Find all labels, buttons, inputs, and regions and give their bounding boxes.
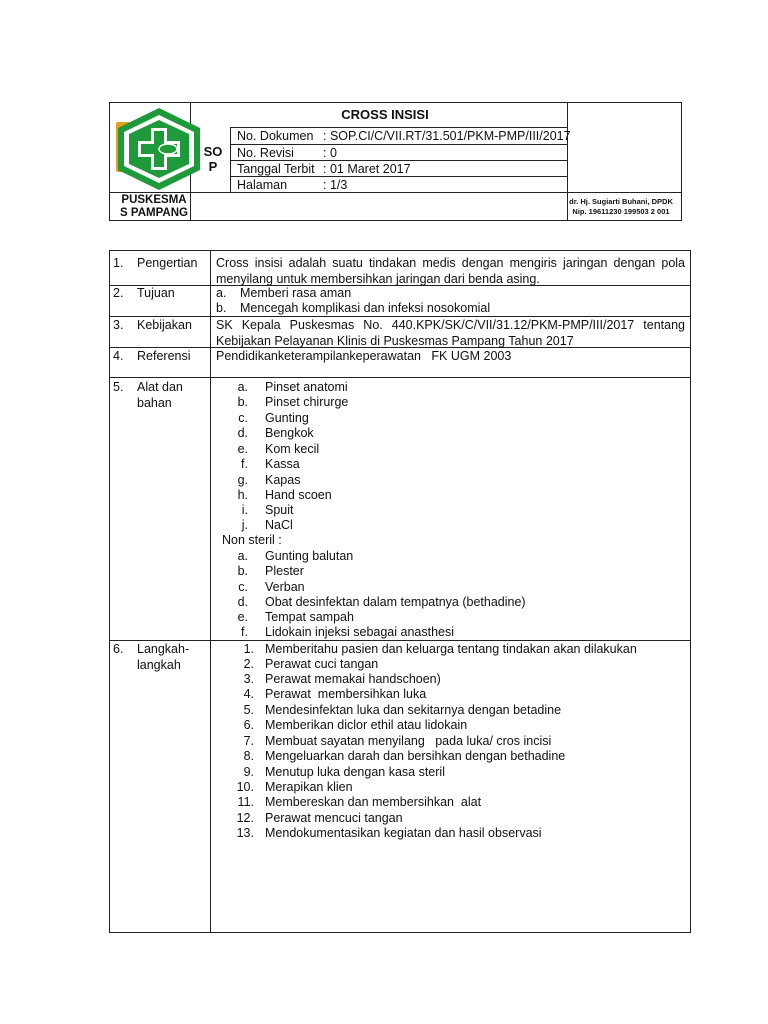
meta-label-doc: No. Dokumen <box>237 129 314 143</box>
table-row-divider <box>109 377 691 378</box>
alat-item: Pinset chirurge <box>265 395 349 409</box>
header-divider <box>109 192 682 193</box>
section-label-alat <box>137 380 207 411</box>
alat-item: Pinset anatomi <box>265 380 348 394</box>
section-label-pengertian: Pengertian <box>137 256 198 270</box>
section-number: 2. <box>113 286 124 300</box>
step-text: Memberikan diclor ethil atau lidokain <box>265 718 468 732</box>
tujuan-item: Memberi rasa aman <box>240 286 352 300</box>
table-row-divider <box>109 316 691 317</box>
meta-value-tanggal: : 01 Maret 2017 <box>323 162 411 176</box>
step-number: 6. <box>243 718 254 732</box>
list-marker: f. <box>241 457 248 471</box>
langkah-label-line2: langkah <box>137 657 181 672</box>
step-number: 3. <box>243 672 254 686</box>
pengertian-text: Cross insisi adalah suatu tindakan medis dengan mengiris jaringan dengan pola menyilang untuk membersihkan jaringan dari benda asing. <box>216 256 685 286</box>
step-text: Mendesinfektan luka dan sekitarnya dengan betadine <box>265 703 562 717</box>
tujuan-marker: a. <box>216 286 227 300</box>
section-number: 4. <box>113 349 124 363</box>
step-number: 5. <box>243 703 254 717</box>
list-marker: b. <box>237 564 248 578</box>
step-text: Mendokumentasikan kegiatan dan hasil observasi <box>265 826 542 840</box>
org-line2: S PAMPANG <box>120 207 188 219</box>
non-steril-item: Gunting balutan <box>265 549 354 563</box>
alat-label-line2: bahan <box>137 395 172 410</box>
signer-name: dr. Hj. Sugiarti Buhani, DPDK <box>569 197 673 206</box>
section-label-langkah <box>137 642 207 673</box>
step-number: 13. <box>236 826 254 840</box>
step-number: 1. <box>243 642 254 656</box>
non-steril-label: Non steril : <box>222 533 282 547</box>
meta-value-doc: : SOP.CI/C/VII.RT/31.501/PKM-PMP/III/2017 <box>323 129 571 143</box>
alat-label-line1: Alat dan <box>137 380 183 394</box>
referensi-text: Pendidikanketerampilankeperawatan FK UGM 2003 <box>216 349 512 363</box>
table-row-divider <box>109 640 691 641</box>
organization-name <box>114 194 194 220</box>
list-marker: i. <box>241 503 248 517</box>
step-text: Menutup luka dengan kasa steril <box>265 765 445 779</box>
list-marker: h. <box>237 488 248 502</box>
header-divider <box>230 176 567 177</box>
list-marker: e. <box>237 442 248 456</box>
list-marker: d. <box>237 426 248 440</box>
section-number: 5. <box>113 380 124 394</box>
signer-nip: Nip. 19611230 199503 2 001 <box>572 207 670 216</box>
header-divider <box>230 127 567 128</box>
list-marker: f. <box>241 625 248 639</box>
meta-value-halaman: : 1/3 <box>323 178 348 192</box>
step-number: 8. <box>243 749 254 763</box>
list-marker: d. <box>237 595 248 609</box>
step-text: Perawat cuci tangan <box>265 657 379 671</box>
alat-item: Kapas <box>265 473 301 487</box>
langkah-label-line1: Langkah- <box>137 642 190 656</box>
step-number: 9. <box>243 765 254 779</box>
section-label-referensi: Referensi <box>137 349 191 363</box>
step-number: 4. <box>243 687 254 701</box>
non-steril-item: Lidokain injeksi sebagai anasthesi <box>265 625 455 639</box>
list-marker: a. <box>237 380 248 394</box>
section-number: 3. <box>113 318 124 332</box>
step-text: Perawat mencuci tangan <box>265 811 403 825</box>
alat-item: NaCl <box>265 518 293 532</box>
alat-item: Gunting <box>265 411 309 425</box>
step-text: Merapikan klien <box>265 780 353 794</box>
step-number: 12. <box>236 811 254 825</box>
alat-item: Kom kecil <box>265 442 320 456</box>
meta-label-tanggal: Tanggal Terbit <box>237 162 315 176</box>
list-marker: a. <box>237 549 248 563</box>
list-marker: e. <box>237 610 248 624</box>
alat-item: Kassa <box>265 457 300 471</box>
document-title: CROSS INSISI <box>341 107 429 122</box>
step-text: Perawat membersihkan luka <box>265 687 427 701</box>
sop-label-line1: SO <box>203 144 223 159</box>
org-line1: PUSKESMA <box>121 194 187 206</box>
kebijakan-text: SK Kepala Puskesmas No. 440.KPK/SK/C/VII/31.12/PKM-PMP/III/2017 tentang Kebijakan Pelayanan Klinis di Puskesmas Pampang Tahun 2017 <box>216 318 685 348</box>
meta-label-halaman: Halaman <box>237 178 288 192</box>
step-text: Memberitahu pasien dan keluarga tentang tindakan akan dilakukan <box>265 642 637 656</box>
section-label-tujuan: Tujuan <box>137 286 175 300</box>
step-number: 2. <box>243 657 254 671</box>
non-steril-item: Plester <box>265 564 304 578</box>
alat-item: Hand scoen <box>265 488 332 502</box>
sop-label-line2: P <box>208 159 218 174</box>
alat-item: Spuit <box>265 503 294 517</box>
alat-item: Bengkok <box>265 426 314 440</box>
list-marker: c. <box>238 411 248 425</box>
step-number: 7. <box>243 734 254 748</box>
step-number: 10. <box>236 780 254 794</box>
tujuan-marker: b. <box>216 301 227 315</box>
non-steril-item: Tempat sampah <box>265 610 354 624</box>
section-number: 6. <box>113 642 124 656</box>
sop-label <box>199 144 227 174</box>
step-number: 11. <box>237 795 254 809</box>
list-marker: j. <box>241 518 248 532</box>
meta-label-revisi: No. Revisi <box>237 146 294 160</box>
step-text: Membereskan dan membersihkan alat <box>265 795 482 809</box>
header-divider <box>230 144 567 145</box>
signatory <box>560 197 682 217</box>
non-steril-item: Obat desinfektan dalam tempatnya (bethadine) <box>265 595 526 609</box>
list-marker: c. <box>238 580 248 594</box>
step-text: Mengeluarkan darah dan bersihkan dengan bethadine <box>265 749 566 763</box>
section-number: 1. <box>113 256 124 270</box>
meta-value-revisi: : 0 <box>323 146 337 160</box>
tujuan-item: Mencegah komplikasi dan infeksi nosokomial <box>240 301 491 315</box>
list-marker: b. <box>237 395 248 409</box>
header-divider <box>230 160 567 161</box>
table-column-divider <box>210 250 211 933</box>
section-label-kebijakan: Kebijakan <box>137 318 192 332</box>
step-text: Membuat sayatan menyilang pada luka/ cros incisi <box>265 734 552 748</box>
step-text: Perawat memakai handschoen) <box>265 672 441 686</box>
puskesmas-logo <box>112 106 210 192</box>
list-marker: g. <box>237 473 248 487</box>
non-steril-item: Verban <box>265 580 305 594</box>
